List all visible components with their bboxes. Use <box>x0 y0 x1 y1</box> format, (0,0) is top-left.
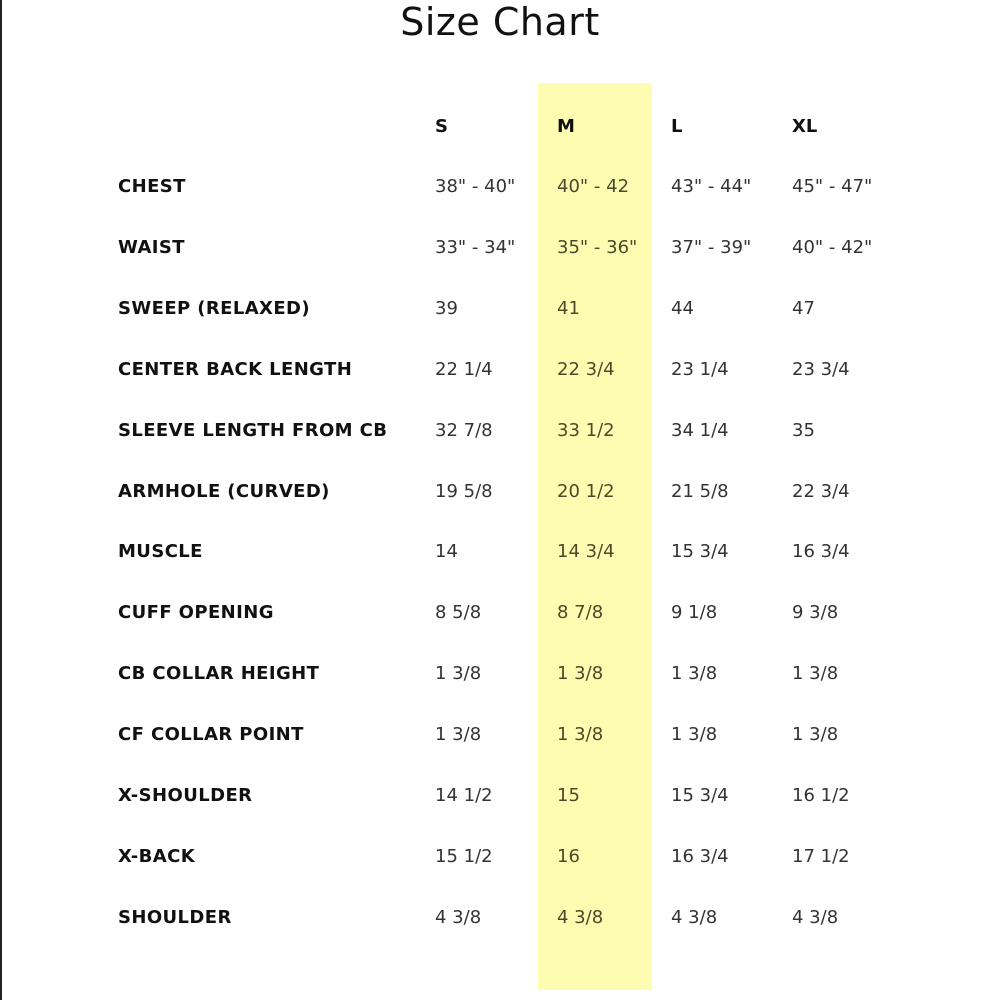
size-value-s: 1 3/8 <box>435 663 482 684</box>
measurement-label: X-SHOULDER <box>118 785 253 806</box>
size-value-xl: 1 3/8 <box>792 663 839 684</box>
size-header-s: S <box>435 116 448 137</box>
size-value-m: 1 3/8 <box>557 663 604 684</box>
size-value-l: 21 5/8 <box>671 481 729 502</box>
size-value-l: 34 1/4 <box>671 420 729 441</box>
measurement-label: X-BACK <box>118 846 196 867</box>
size-value-l: 4 3/8 <box>671 907 718 928</box>
size-value-l: 15 3/4 <box>671 785 729 806</box>
size-value-s: 15 1/2 <box>435 846 493 867</box>
measurement-label: CHEST <box>118 176 186 197</box>
page-title: Size Chart <box>400 0 600 44</box>
measurement-label: SLEEVE LENGTH FROM CB <box>118 420 388 441</box>
size-value-xl: 16 1/2 <box>792 785 850 806</box>
size-value-m: 35" - 36" <box>557 237 638 258</box>
size-value-m: 33 1/2 <box>557 420 615 441</box>
size-value-l: 1 3/8 <box>671 663 718 684</box>
size-value-m: 41 <box>557 298 580 319</box>
size-value-s: 14 <box>435 541 458 562</box>
size-value-xl: 35 <box>792 420 815 441</box>
size-value-m: 1 3/8 <box>557 724 604 745</box>
size-value-xl: 16 3/4 <box>792 541 850 562</box>
size-value-s: 39 <box>435 298 458 319</box>
size-header-m: M <box>557 116 575 137</box>
size-value-xl: 1 3/8 <box>792 724 839 745</box>
size-value-l: 9 1/8 <box>671 602 718 623</box>
size-value-s: 14 1/2 <box>435 785 493 806</box>
size-value-l: 1 3/8 <box>671 724 718 745</box>
size-value-xl: 17 1/2 <box>792 846 850 867</box>
size-value-xl: 23 3/4 <box>792 359 850 380</box>
size-value-s: 38" - 40" <box>435 176 516 197</box>
size-value-l: 37" - 39" <box>671 237 752 258</box>
size-value-l: 44 <box>671 298 694 319</box>
measurement-label: WAIST <box>118 237 185 258</box>
measurement-label: CENTER BACK LENGTH <box>118 359 353 380</box>
size-value-l: 16 3/4 <box>671 846 729 867</box>
size-value-m: 8 7/8 <box>557 602 604 623</box>
size-value-xl: 9 3/8 <box>792 602 839 623</box>
size-value-m: 20 1/2 <box>557 481 615 502</box>
size-value-l: 15 3/4 <box>671 541 729 562</box>
size-value-s: 1 3/8 <box>435 724 482 745</box>
measurement-label: MUSCLE <box>118 541 203 562</box>
size-m-highlight <box>538 83 652 990</box>
measurement-label: CF COLLAR POINT <box>118 724 304 745</box>
size-value-s: 4 3/8 <box>435 907 482 928</box>
page-border <box>0 0 2 1000</box>
size-value-s: 32 7/8 <box>435 420 493 441</box>
size-value-m: 15 <box>557 785 580 806</box>
size-value-m: 16 <box>557 846 580 867</box>
size-value-m: 22 3/4 <box>557 359 615 380</box>
size-value-xl: 47 <box>792 298 815 319</box>
size-header-xl: XL <box>792 116 818 137</box>
size-value-xl: 45" - 47" <box>792 176 873 197</box>
size-value-m: 14 3/4 <box>557 541 615 562</box>
measurement-label: ARMHOLE (CURVED) <box>118 481 330 502</box>
size-value-xl: 40" - 42" <box>792 237 873 258</box>
size-value-s: 19 5/8 <box>435 481 493 502</box>
size-value-l: 43" - 44" <box>671 176 752 197</box>
measurement-label: SWEEP (RELAXED) <box>118 298 310 319</box>
size-value-xl: 22 3/4 <box>792 481 850 502</box>
size-value-xl: 4 3/8 <box>792 907 839 928</box>
measurement-label: SHOULDER <box>118 907 232 928</box>
size-value-m: 40" - 42 <box>557 176 630 197</box>
size-value-s: 33" - 34" <box>435 237 516 258</box>
size-header-l: L <box>671 116 683 137</box>
measurement-label: CB COLLAR HEIGHT <box>118 663 320 684</box>
size-value-s: 22 1/4 <box>435 359 493 380</box>
measurement-label: CUFF OPENING <box>118 602 274 623</box>
size-value-m: 4 3/8 <box>557 907 604 928</box>
size-value-s: 8 5/8 <box>435 602 482 623</box>
size-value-l: 23 1/4 <box>671 359 729 380</box>
